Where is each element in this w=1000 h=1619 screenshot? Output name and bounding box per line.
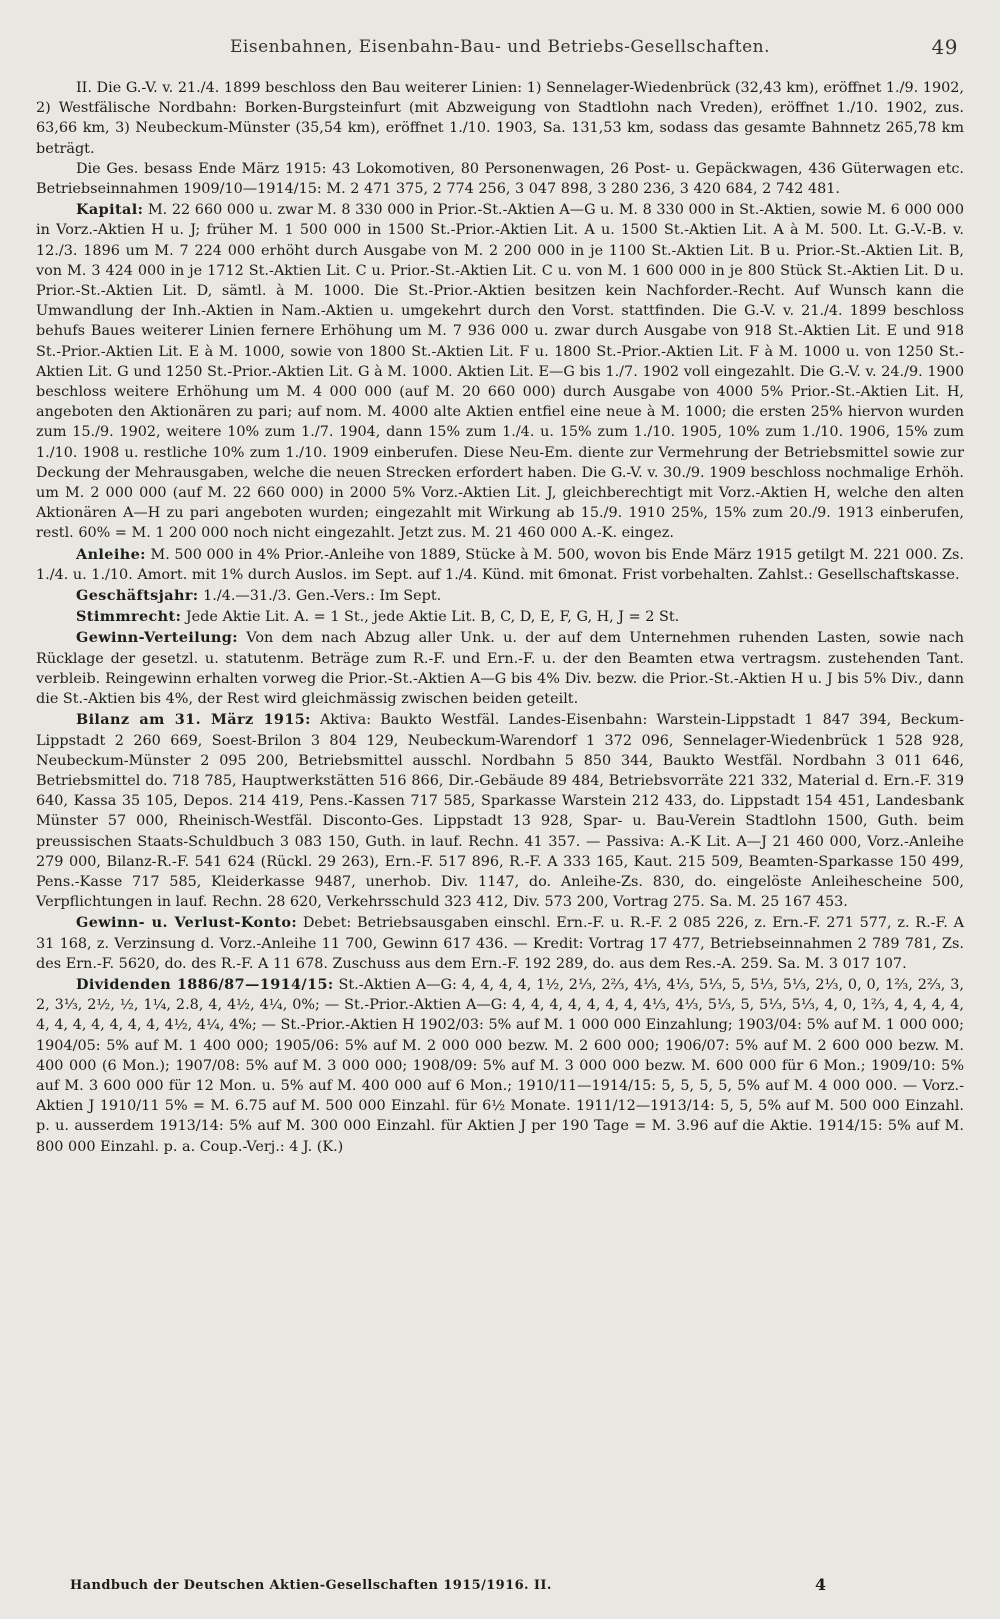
section-text: 1./4.—31./3. Gen.-Vers.: Im Sept. (203, 588, 442, 605)
section-gewinn-verteilung (36, 628, 964, 709)
section-text: Aktiva: Baukto Westfäl. Landes-Eisenbahn: Warstein-Lippstadt 1 847 394, Beckum-Lippstadt 2 260 669, Soest-Brilon 3 804 129, Neubeckum-Warendorf 1 372 096, Sennelager-Wiedenbrück 1 528 928, Neubeckum-Münster 2 095 200, Betriebsmittel ausschl. Nordbahn 5 850 344, Baukto Westfäl. Nordbahn 3 011 646, Betriebsmittel do. 718 785, Hauptwerkstätten 516 866, Dir.-Gebäude 89 484, Betriebsvorräte 221 332, Material d. Ern.-F. 319 640, Kassa 35 105, Depos. 214 419, Pens.-Kassen 717 585, Sparkasse Warstein 212 433, do. Lippstadt 154 451, Landesbank Münster 57 000, Rheinisch-Westfäl. Disconto-Ges. Lippstadt 13 928, Spar- u. Bau-Verein Stadtlohn 1500, Guth. beim preussischen Staats-Schuldbuch 3 083 150, Guth. in lauf. Rechn. 41 357. — Passiva: A.-K Lit. A—J 21 460 000, Vorz.-Anleihe 279 000, Bilanz-R.-F. 541 624 (Rückl. 29 263), Ern.-F. 517 896, R.-F. A 333 165, Kaut. 215 509, Beamten-Sparkasse 150 499, Pens.-Kasse 717 585, Kleiderkasse 9487, unerhob. Div. 1147, do. Anleihe-Zs. 830, do. eingelöste Anleihescheine 500, Verpflichtungen in lauf. Rechn. 28 620, Verkehrsschuld 323 412, Div. 573 200, Vortrag 275. Sa. M. 25 167 453. (36, 712, 965, 911)
section-label: Dividenden 1886/87—1914/15: (76, 975, 334, 993)
section-text: M. 22 660 000 u. zwar M. 8 330 000 in Prior.-St.-Aktien A—G u. M. 8 330 000 in St.-Aktien, sowie M. 6 000 000 in Vorz.-Aktien H u. J; früher M. 1 500 000 in 1500 St.-Prior.-Aktien Lit. A u. 1500 St.-Aktien Lit. A à M. 500. Lt. G.-V.-B. v. 12./3. 1896 um M. 7 224 000 erhöht durch Ausgabe von M. 2 200 000 in je 1100 St.-Aktien Lit. B u. Prior.-St.-Aktien Lit. B, von M. 3 424 000 in je 1712 St.-Aktien Lit. C u. Prior.-St.-Aktien Lit. C u. von M. 1 600 000 in je 800 Stück St.-Aktien Lit. D u. Prior.-St.-Aktien Lit. D, sämtl. à M. 1000. Die St.-Prior.-Aktien besitzen kein Nachforder.-Recht. Auf Wunsch kann die Umwandlung der Inh.-Aktien in Nam.-Aktien u. umgekehrt durch den Vorst. stattfinden. Die G.-V. v. 21./4. 1899 beschloss behufs Baues weiterer Linien fernere Erhöhung um M. 7 936 000 u. zwar durch Ausgabe von 918 St.-Aktien Lit. E und 918 St.-Prior.-Aktien Lit. E à M. 1000, sowie von 1800 St.-Aktien Lit. F u. 1800 St.-Prior.-Aktien Lit. F à M. 1000 u. von 1250 St.-Aktien Lit. G und 1250 St.-Prior.-Aktien Lit. G à M. 1000. Aktien Lit. E—G bis 1./7. 1902 voll eingezahlt. Die G.-V. v. 24./9. 1900 beschloss weitere Erhöhung um M. 4 000 000 (auf M. 20 660 000) durch Ausgabe von 4000 5% Prior.-St.-Aktien Lit. H, angeboten den Aktionären zu pari; auf nom. M. 4000 alte Aktien entfiel eine neue à M. 1000; die ersten 25% hiervon wurden zum 15./9. 1902, weitere 10% zum 1./7. 1904, dann 15% zum 1./4. u. 15% zum 1./10. 1905, 10% zum 1./10. 1906, 15% zum 1./10. 1908 u. restliche 10% zum 1./10. 1909 einberufen. Diese Neu-Em. diente zur Vermehrung der Betriebsmittel sowie zur Deckung der Mehrausgaben, welche die neuen Strecken erfordert haben. Die G.-V. v. 30./9. 1909 beschloss nochmalige Erhöh. um M. 2 000 000 (auf M. 22 660 000) in 2000 5% Vorz.-Aktien Lit. J, gleichberechtigt mit Vorz.-Aktien H, welche den alten Aktionären A—H zu pari angeboten wurden; eingezahlt mit Wirkung ab 15./9. 1910 25%, 15% zum 20./9. 1913 einberufen, restl. 60% = M. 1 200 000 noch nicht eingezahlt. Jetzt zus. M. 21 460 000 A.-K. eingez. (36, 202, 964, 542)
page-footer (70, 1575, 960, 1594)
section-stimmrecht (36, 607, 964, 627)
running-title: Eisenbahnen, Eisenbahn-Bau- und Betriebs-Gesellschaften. (230, 37, 770, 57)
section-text: Von dem nach Abzug aller Unk. u. der auf dem Unternehmen ruhenden Lasten, sowie nach Rücklage der gesetzl. u. statutenm. Beträge zum R.-F. und Ern.-F. u. der den Beamten etwa vertragsm. zustehenden Tant. verbleib. Reingewinn erhalten vorweg die Prior.-St.-Aktien A—G bis 4% Div. bezw. die Prior.-St.-Aktien H u. J bis 5% Div., dann die St.-Aktien bis 4%, der Rest wird gleichmässig zwischen beiden geteilt. (36, 630, 964, 708)
section-label: Geschäftsjahr: (76, 587, 199, 605)
section-label: Stimmrecht: (76, 608, 182, 626)
section-label: Kapital: (76, 201, 144, 219)
document-body (36, 78, 964, 1157)
section-text: Jede Aktie Lit. A. = 1 St., jede Aktie Lit. B, C, D, E, F, G, H, J = 2 St. (185, 609, 680, 626)
paragraph-rolling-stock (36, 159, 964, 199)
signature-mark: 4 (815, 1575, 827, 1594)
footer-title: Handbuch der Deutschen Aktien-Gesellschaften 1915/1916. II. (70, 1578, 552, 1593)
section-label: Gewinn-Verteilung: (76, 629, 238, 647)
section-label: Anleihe: (76, 545, 146, 563)
paragraph-line-extensions (36, 78, 964, 159)
section-text: M. 500 000 in 4% Prior.-Anleihe von 1889, Stücke à M. 500, wovon bis Ende März 1915 getilgt M. 221 000. Zs. 1./4. u. 1./10. Amort. mit 1% durch Auslos. im Sept. auf 1./4. Künd. mit 6monat. Frist vorbehalten. Zahlst.: Gesellschaftskasse. (36, 546, 965, 583)
paragraph-text: Die Ges. besass Ende März 1915: 43 Lokomotiven, 80 Personenwagen, 26 Post- u. Gepäckwagen, 436 Güterwagen etc. Betriebseinnahmen 1909/10—1914/15: M. 2 471 375, 2 774 256, 3 047 898, 3 280 236, 3 420 684, 2 742 481. (36, 160, 964, 198)
section-text: Debet: Betriebsausgaben einschl. Ern.-F. u. R.-F. 2 085 226, z. Ern.-F. 271 577, z. R.-F. A 31 168, z. Verzinsung d. Vorz.-Anleihe 11 700, Gewinn 617 436. — Kredit: Vortrag 17 477, Betriebseinnahmen 2 789 781, Zs. des Ern.-F. 5620, do. des R.-F. A 11 678. Zuschuss aus dem Ern.-F. 192 289, do. aus dem Res.-A. 259. Sa. M. 3 017 107. (36, 915, 965, 972)
section-anleihe (36, 545, 964, 585)
section-geschaeftsjahr (36, 586, 964, 606)
section-label: Bilanz am 31. März 1915: (76, 711, 311, 729)
section-bilanz (36, 710, 964, 912)
section-text: St.-Aktien A—G: 4, 4, 4, 4, 1½, 2⅓, 2⅔, 4⅓, 4⅓, 5⅓, 5, 5⅓, 5⅓, 2⅓, 0, 0, 1⅔, 2⅔, 3, 2, 3⅓, 2½, ½, 1¼, 2.8, 4, 4½, 4¼, 0%; — St.-Prior.-Aktien A—G: 4, 4, 4, 4, 4, 4, 4, 4⅓, 4⅓, 5⅓, 5, 5⅓, 5⅓, 4, 0, 1⅔, 4, 4, 4, 4, 4, 4, 4, 4, 4, 4, 4, 4½, 4¼, 4%; — St.-Prior.-Aktien H 1902/03: 5% auf M. 1 000 000 Einzahlung; 1903/04: 5% auf M. 1 000 000; 1904/05: 5% auf M. 1 400 000; 1905/06: 5% auf M. 2 000 000 bezw. M. 2 600 000; 1906/07: 5% auf M. 2 600 000 bezw. M. 400 000 (6 Mon.); 1907/08: 5% auf M. 3 000 000; 1908/09: 5% auf M. 3 000 000 bezw. M. 600 000 für 6 Mon.; 1909/10: 5% auf M. 3 600 000 für 12 Mon. u. 5% auf M. 400 000 auf 6 Mon.; 1910/11—1914/15: 5, 5, 5, 5, 5% auf M. 4 000 000. — Vorz.-Aktien J 1910/11 5% = M. 6.75 auf M. 500 000 Einzahl. für 6½ Monate. 1911/12—1913/14: 5, 5, 5% auf M. 500 000 Einzahl. p. u. ausserdem 1913/14: 5% auf M. 300 000 Einzahl. für Aktien J per 190 Tage = M. 3.96 auf die Aktie. 1914/15: 5% auf M. 800 000 Einzahl. p. a. Coup.-Verj.: 4 J. (K.) (36, 976, 964, 1155)
page-number: 49 (931, 35, 958, 59)
section-label: Gewinn- u. Verlust-Konto: (76, 914, 298, 932)
section-kapital (36, 200, 964, 543)
page-header (36, 30, 964, 64)
paragraph-text: II. Die G.-V. v. 21./4. 1899 beschloss den Bau weiterer Linien: 1) Sennelager-Wiedenbrück (32,43 km), eröffnet 1./9. 1902, 2) Westfälische Nordbahn: Borken-Burgsteinfurt (mit Abzweigung von Stadtlohn nach Vreden), eröffnet 1./10. 1902, zus. 63,66 km, 3) Neubeckum-Münster (35,54 km), eröffnet 1./10. 1903, Sa. 131,53 km, sodass das gesamte Bahnnetz 265,78 km beträgt. (36, 80, 964, 157)
section-dividenden (36, 975, 964, 1157)
section-gewinn-verlust-konto (36, 913, 964, 974)
